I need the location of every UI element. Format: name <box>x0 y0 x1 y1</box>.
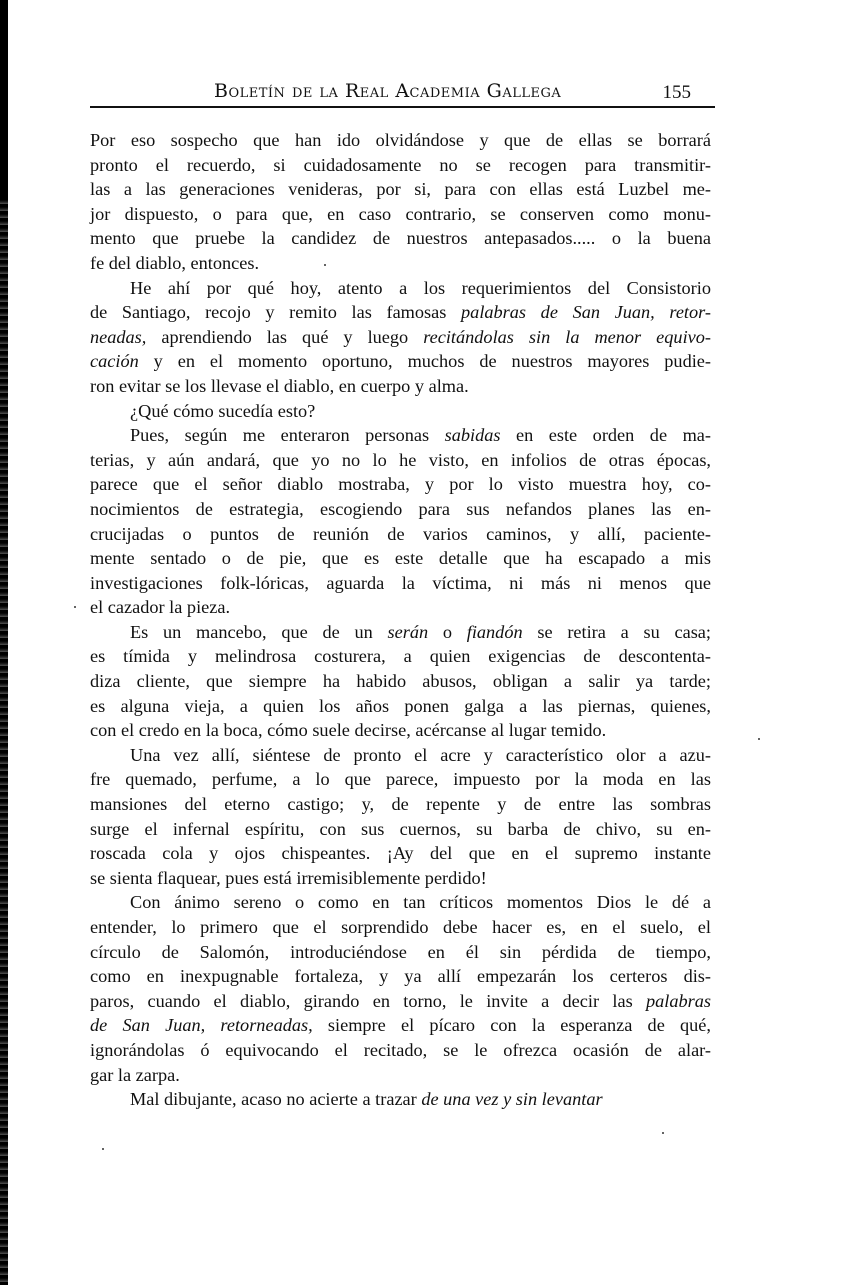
text-run: el cazador la pieza. <box>90 597 231 618</box>
text-line <box>90 767 711 792</box>
text-line <box>90 325 711 350</box>
text-line <box>90 595 711 620</box>
text-run: ¿Qué cómo sucedía esto? <box>130 400 316 421</box>
italic-phrase: palabras de San Juan, retor- <box>461 302 711 323</box>
text-line <box>90 349 711 374</box>
italic-phrase: neadas, <box>90 326 147 347</box>
paragraph <box>90 1087 711 1112</box>
text-run: diza cliente, que siempre ha habido abusos, obligan a salir ya tarde; <box>90 671 711 692</box>
text-line <box>90 1087 711 1112</box>
text-run: aprendiendo las qué y luego <box>146 326 424 347</box>
text-run: pronto el recuerdo, si cuidadosamente no se recogen para transmitir- <box>90 154 711 175</box>
text-line <box>90 226 711 251</box>
text-line <box>90 989 711 1014</box>
text-run: parece que el señor diablo mostraba, y por lo visto muestra hoy, co- <box>90 474 711 495</box>
text-run: terias, y aún andará, que yo no lo he visto, en infolios de otras épocas, <box>90 449 711 470</box>
text-run: se sienta flaquear, pues está irremisiblemente perdido! <box>90 867 487 888</box>
text-line <box>90 472 711 497</box>
text-run: roscada cola y ojos chispeantes. ¡Ay del que en el supremo instante <box>90 843 711 864</box>
text-line <box>90 546 711 571</box>
paragraph <box>90 620 711 743</box>
paragraph <box>90 743 711 891</box>
paragraph <box>90 399 711 424</box>
text-line <box>90 497 711 522</box>
scan-speck <box>662 1132 664 1134</box>
text-line <box>90 300 711 325</box>
text-run: mente sentado o de pie, que es este detalle que ha escapado a mis <box>90 548 711 569</box>
text-run: Por eso sospecho que han ido olvidándose y que de ellas se borrará <box>90 130 711 150</box>
italic-phrase: de San Juan, retorneadas, <box>90 1015 313 1036</box>
text-run: gar la zarpa. <box>90 1064 180 1085</box>
text-run: Con ánimo sereno o como en tan críticos momentos Dios le dé a <box>130 892 711 913</box>
text-run: mansiones del eterno castigo; y, de repente y de entre las sombras <box>90 794 711 815</box>
text-line <box>90 644 711 669</box>
journal-title: Boletín de la Real Academia Gallega <box>214 80 562 102</box>
paragraph <box>90 128 711 276</box>
italic-phrase: cación <box>90 351 139 372</box>
text-run: nocimientos de estrategia, escogiendo para sus nefandos planes las en- <box>90 498 711 519</box>
scan-speck <box>74 606 76 608</box>
text-run: ignorándolas ó equivocando el recitado, se le ofrezca ocasión de alar- <box>90 1039 711 1060</box>
text-line <box>90 522 711 547</box>
text-line <box>90 890 711 915</box>
text-line <box>90 817 711 842</box>
text-line <box>90 866 711 891</box>
text-run: ron evitar se los llevase el diablo, en cuerpo y alma. <box>90 375 469 396</box>
text-run: como en inexpugnable fortaleza, y ya allí empezarán los certeros dis- <box>90 966 711 987</box>
text-run: siempre el pícaro con la esperanza de qué, <box>312 1015 711 1036</box>
text-run: mento que pruebe la candidez de nuestros antepasados..... o la buena <box>90 228 711 249</box>
text-line <box>90 251 711 276</box>
text-run: o <box>428 621 467 642</box>
text-line <box>90 743 711 768</box>
text-line <box>90 620 711 645</box>
text-run: de Santiago, recojo y remito las famosas <box>90 302 462 323</box>
text-run: Una vez allí, siéntese de pronto el acre y característico olor a azu- <box>130 744 711 765</box>
scan-speck <box>758 738 760 740</box>
paragraph <box>90 890 711 1087</box>
text-run: He ahí por qué hoy, atento a los requerimientos del Consistorio <box>130 277 711 298</box>
body-text <box>90 128 711 1112</box>
text-run: Pues, según me enteraron personas <box>130 425 445 446</box>
text-run: surge el infernal espíritu, con sus cuernos, su barba de chivo, su en- <box>90 818 711 839</box>
scan-edge-border-top <box>0 0 8 200</box>
text-run: las a las generaciones venideras, por si, para con ellas está Luzbel me- <box>90 179 711 200</box>
text-run: Mal dibujante, acaso no acierte a trazar <box>130 1089 422 1110</box>
text-run: con el credo en la boca, cómo suele decirse, acércanse al lugar temido. <box>90 720 607 741</box>
text-line <box>90 1013 711 1038</box>
text-line <box>90 276 711 301</box>
text-run: se retira a su casa; <box>522 621 711 642</box>
italic-phrase: de una vez y sin levantar <box>421 1089 603 1110</box>
text-line <box>90 669 711 694</box>
scan-speck <box>324 264 326 266</box>
text-line <box>90 694 711 719</box>
text-line <box>90 153 711 178</box>
text-run: entender, lo primero que el sorprendido debe hacer es, en el suelo, el <box>90 917 711 937</box>
text-line <box>90 202 711 227</box>
text-run: y en el momento oportuno, muchos de nuestros mayores pudie- <box>138 351 711 372</box>
text-line <box>90 399 711 424</box>
paragraph <box>90 423 711 620</box>
text-run: es alguna vieja, a quien los años ponen galga a las piernas, quienes, <box>90 695 711 716</box>
text-line <box>90 374 711 399</box>
text-line <box>90 792 711 817</box>
text-run: fre quemado, perfume, a lo que parece, impuesto por la moda en las <box>90 769 711 790</box>
text-line <box>90 571 711 596</box>
text-run: en este orden de ma- <box>500 425 711 446</box>
text-line <box>90 841 711 866</box>
italic-phrase: fiandón <box>466 621 523 642</box>
text-line <box>90 915 711 940</box>
text-run: es tímida y melindrosa costurera, a quien exigencias de descontenta- <box>90 646 711 667</box>
italic-phrase: sabidas <box>444 425 501 446</box>
text-run: paros, cuando el diablo, girando en torno, le invite a decir las <box>90 990 646 1011</box>
text-line <box>90 1038 711 1063</box>
scan-speck <box>102 1148 104 1150</box>
text-run: crucijadas o puntos de reunión de varios caminos, y allí, paciente- <box>90 523 711 544</box>
text-run: Es un mancebo, que de un <box>130 621 388 642</box>
paragraph <box>90 276 711 399</box>
text-run: investigaciones folk-lóricas, aguarda la víctima, ni más ni menos que <box>90 572 711 593</box>
text-run: jor dispuesto, o para que, en caso contrario, se conserven como monu- <box>90 203 711 224</box>
text-line <box>90 1063 711 1088</box>
text-run: círculo de Salomón, introduciéndose en él sin pérdida de tiempo, <box>90 941 711 962</box>
text-line <box>90 177 711 202</box>
text-line <box>90 423 711 448</box>
text-line <box>90 128 711 153</box>
text-line <box>90 964 711 989</box>
running-header <box>90 78 715 108</box>
text-run: fe del diablo, entonces. <box>90 252 260 273</box>
text-line <box>90 448 711 473</box>
italic-phrase: palabras <box>645 990 711 1011</box>
text-line <box>90 718 711 743</box>
italic-phrase: recitándolas sin la menor equivo- <box>423 326 711 347</box>
text-line <box>90 940 711 965</box>
italic-phrase: serán <box>387 621 429 642</box>
page-number: 155 <box>662 82 691 103</box>
